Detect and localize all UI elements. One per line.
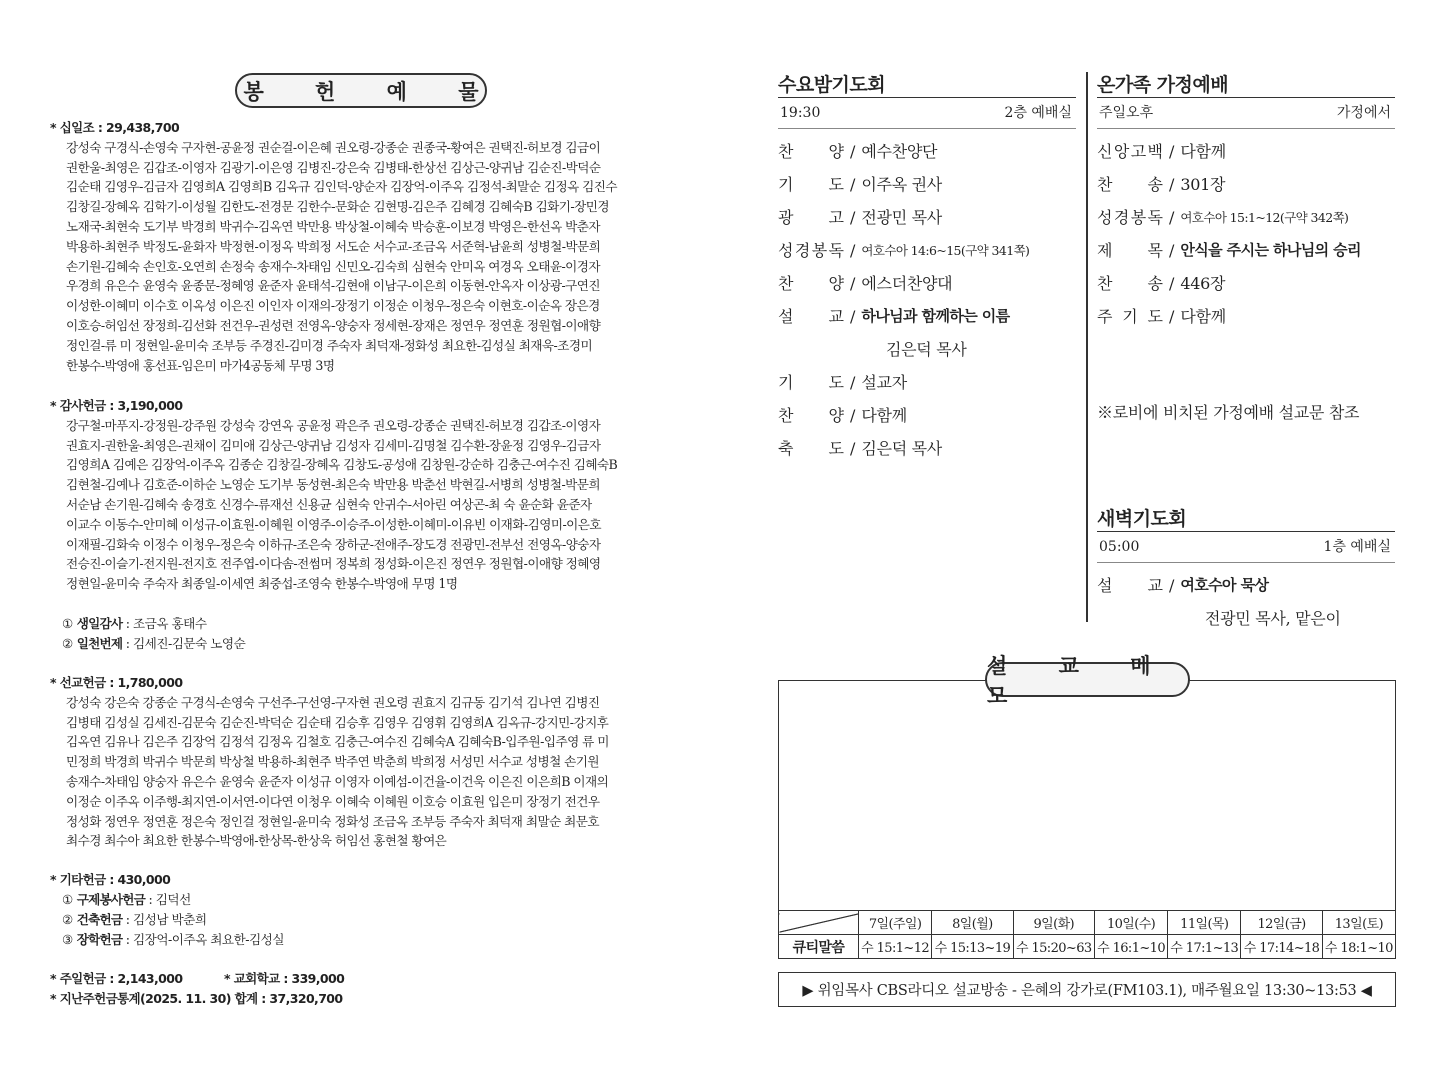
name-line: 김병태 김성실 김세진-김문숙 김순진-박덕순 김순태 김승후 김영우 김영휘 김영희A 김옥규-강지민-강지후: [66, 714, 609, 730]
slash: /: [850, 208, 856, 227]
day-header: 8일(월): [932, 911, 1013, 935]
label-char: 앙: [1113, 142, 1130, 161]
service-place: 2층 예배실: [1004, 105, 1072, 121]
sub-label: 구제봉사헌금: [76, 891, 145, 907]
order-value: 여호수아 15:1~12(구약 342쪽): [1180, 210, 1349, 225]
order-item: [1097, 168, 1395, 201]
name-line: 최수경 최수아 최요한 한봉수-박영애-한상목-한상욱 허임선 홍현철 황여은: [66, 833, 447, 849]
slash: /: [850, 406, 856, 425]
slash: /: [850, 175, 856, 194]
label-char: 양: [828, 274, 844, 293]
qt-passage: 수 17:14~18: [1241, 935, 1322, 959]
order-item: [778, 234, 1076, 267]
day-header: 9일(화): [1013, 911, 1094, 935]
order-value: 예수찬양단: [861, 142, 938, 161]
label-char: 송: [1147, 175, 1163, 194]
order-item: [778, 135, 1076, 168]
name-line: 강성숙 구경식-손영숙 구자현-공윤정 권순걸-이은혜 권오령-강종순 권종국-황여은 권택진-허보경 김금이: [66, 139, 601, 155]
name-line: 김영희A 김예은 김장억-이주옥 김종순 김창길-장혜옥 김창도-공성애 김창원-강순하 김충근-여수진 김혜숙B: [66, 457, 618, 473]
sub-num: ①: [62, 891, 73, 907]
order-value: 446장: [1180, 274, 1226, 293]
order-item: [1097, 201, 1395, 234]
sub-colon: :: [122, 615, 134, 631]
name-line: 이재필-김화숙 이정수 이청우-정은숙 이하규-조은숙 장하군-전애주-장도경 전광민-전부선 전영옥-양숭자: [66, 536, 601, 552]
last-week-total: * 지난주헌금통계(2025. 11. 30) 합계 : 37,320,700: [50, 990, 343, 1006]
sub-names: 김덕선: [155, 891, 191, 907]
label-char: 주: [1097, 307, 1113, 326]
order-item: [778, 399, 1076, 432]
name-line: 노재국-최현숙 도기부 박경희 박귀수-김옥연 박만용 박상철-이혜숙 박승훈-이보경 박영은-한선옥 박춘자: [66, 218, 601, 234]
order-label: [778, 234, 844, 267]
name-line: 김순태 김영우-김금자 김영희A 김영희B 김옥규 김인덕-양순자 김장억-이주옥 김정석-최말순 김정옥 김진수: [66, 179, 618, 195]
dawn-prayer: [1097, 504, 1395, 635]
label-char: 목: [1147, 241, 1163, 260]
order-label: [778, 201, 844, 234]
order-item: [1097, 602, 1395, 635]
name-line: 김창길-장혜옥 김학기-이성월 김한도-전경문 김한수-문화순 김현명-김은주 김혜경 김혜숙B 김화기-장민경: [66, 199, 609, 215]
label-char: 기: [778, 175, 794, 194]
slash: /: [1169, 274, 1175, 293]
memo-title: 설 교 메 모: [985, 662, 1190, 697]
label-char: 양: [828, 142, 844, 161]
label-char: 양: [828, 406, 844, 425]
name-line: 권한울-최영은 김갑조-이영자 김광기-이은영 김병진-강은숙 김병태-한상선 김상근-양귀남 김순진-박덕순: [66, 159, 601, 175]
wednesday-prayer: [778, 70, 1076, 465]
column-divider: [1086, 72, 1088, 622]
name-line: 우경희 유은수 윤영숙 윤종문-정혜영 윤준자 윤태석-김현애 이남구-이은희 이동현-안옥자 이상광-구연진: [66, 278, 601, 294]
sub-offering: [50, 634, 660, 654]
order-value: 에스더찬양대: [861, 274, 953, 293]
slash: /: [1169, 142, 1175, 161]
day-header: 7일(주일): [859, 911, 932, 935]
name-line: 서순남 손기원-김혜숙 송경호 신경수-류재선 신용균 심현숙 안귀수-서아린 여상곤-최 숙 윤순화 윤준자: [66, 496, 592, 512]
sunday-offering: * 주일헌금 : 2,143,000: [50, 971, 183, 986]
order-value: 하나님과 함께하는 이름: [861, 307, 1010, 325]
order-label: [778, 168, 844, 201]
section-header: * 선교헌금 : 1,780,000: [50, 675, 183, 690]
radio-banner: ▶ 위임목사 CBS라디오 설교방송 - 은혜의 강가로(FM103.1), 매주월요일 13:30~13:53 ◀: [778, 972, 1396, 1007]
order-item: [1097, 267, 1395, 300]
slash: /: [850, 373, 856, 392]
slash: /: [1169, 241, 1175, 260]
diagonal-cell: [779, 911, 859, 935]
name-line: 강성숙 강은숙 강종순 구경식-손영숙 구선주-구선영-구자현 권오령 권효지 김규동 김기석 김나연 김병진: [66, 694, 600, 710]
memo-box[interactable]: [778, 680, 1396, 912]
order-value: 전광민 목사: [861, 208, 942, 227]
day-header: 13일(토): [1322, 911, 1395, 935]
name-line: 손기원-김혜숙 손인호-오연희 손정숙 송재수-차태임 신민오-김숙희 심현숙 안미옥 여경옥 오태윤-이경자: [66, 258, 601, 274]
label-char: 찬: [778, 406, 794, 425]
sub-names: 김장억-이주옥 최요한-김성실: [133, 931, 285, 947]
sub-num: ①: [62, 615, 73, 631]
service-place: 가정에서: [1336, 105, 1391, 121]
family-worship: [1097, 70, 1395, 333]
indent: [850, 333, 886, 366]
label-char: 경: [1113, 208, 1130, 227]
label-char: 도: [828, 439, 844, 458]
order-label: [778, 300, 844, 333]
name-line: 강구철-마푸지-강정원-강주원 강성숙 강연옥 공윤정 곽은주 권오령-강종순 권택진-허보경 김갑조-이영자: [66, 417, 601, 433]
sub-colon: :: [122, 931, 134, 947]
qt-label: 큐티말씀: [779, 935, 859, 959]
sub-colon: :: [145, 891, 156, 907]
label-char: 도: [1147, 307, 1163, 326]
label-char: 도: [828, 373, 844, 392]
service-meta: [1097, 532, 1395, 563]
order-item: [778, 432, 1076, 465]
order-item: [778, 333, 1076, 366]
sub-num: ②: [62, 635, 73, 651]
section-header: * 십일조 : 29,438,700: [50, 120, 180, 135]
label-char: 성: [1097, 208, 1113, 227]
slash: /: [850, 307, 856, 326]
label-char: 경: [794, 241, 811, 260]
label-char: 교: [1147, 576, 1163, 595]
name-line: 이정순 이주옥 이주행-최지연-이서연-이다연 이청우 이혜숙 이혜원 이호승 이효원 입은미 장정기 전건우: [66, 793, 600, 809]
day-header: 11일(목): [1168, 911, 1241, 935]
qt-passage: 수 15:20~63: [1013, 935, 1094, 959]
order-item: [778, 168, 1076, 201]
label-char: 봉: [1130, 208, 1147, 227]
order-label: [1097, 569, 1163, 602]
service-title: 수요밤기도회: [778, 70, 1076, 98]
slash: /: [850, 439, 856, 458]
service-meta: [1097, 98, 1395, 129]
label-char: 설: [778, 307, 794, 326]
service-time: 주일오후: [1099, 105, 1154, 121]
name-line: 권효지-권한울-최영은-권채이 김미애 김상근-양귀남 김성자 김세미-김명철 김수환-장윤정 김영우-김금자: [66, 437, 601, 453]
order-label: [1097, 267, 1163, 300]
order-value: 설교자: [861, 373, 907, 392]
name-line: 송재수-차태임 양숭자 유은수 윤영숙 윤준자 이성규 이영자 이예섬-이건율-이건욱 이은진 이은희B 이재의: [66, 773, 609, 789]
school-offering: * 교회학교 : 339,000: [224, 971, 345, 986]
mission-section: [50, 673, 660, 851]
offering-title: 봉 헌 예 물: [235, 73, 487, 108]
sub-names: 조금옥 홍태수: [133, 615, 207, 631]
order-label: [1097, 135, 1163, 168]
order-item: [1097, 234, 1395, 267]
label-char: 찬: [1097, 274, 1113, 293]
order-label: [1097, 201, 1163, 234]
qt-passage: 수 15:13~19: [932, 935, 1013, 959]
order-value: 김은덕 목사: [886, 340, 967, 359]
order-label: [778, 399, 844, 432]
order-value: 여호수아 14:6~15(구약 341쪽): [861, 243, 1030, 258]
order-item: [778, 300, 1076, 333]
order-item: [1097, 569, 1395, 602]
family-note: ※로비에 비치된 가정예배 설교문 참조: [1097, 403, 1360, 422]
slash: /: [850, 241, 856, 260]
order-label: [778, 432, 844, 465]
order-item: [778, 201, 1076, 234]
qt-passage: 수 16:1~10: [1094, 935, 1167, 959]
sub-num: ③: [62, 931, 73, 947]
service-time: 19:30: [780, 105, 821, 121]
label-char: 독: [828, 241, 844, 260]
service-meta: [778, 98, 1076, 129]
name-line: 김현철-김예나 김호준-이하순 노영순 도기부 동성현-최은숙 박만용 박춘선 박현길-서병희 성병철-박문희: [66, 477, 601, 493]
order-value: 이주옥 권사: [861, 175, 942, 194]
label-char: 설: [1097, 576, 1113, 595]
name-line: 박용하-최현주 박정도-윤화자 박정현-이정옥 박희정 서도순 서수교-조금옥 서준혁-남윤희 성병철-박문희: [66, 238, 601, 254]
sub-label: 장학헌금: [76, 931, 123, 947]
sub-offering: [50, 930, 660, 950]
order-label: [778, 135, 844, 168]
order-label: [1097, 602, 1163, 635]
order-label: [1097, 234, 1163, 267]
label-char: 백: [1147, 142, 1163, 161]
sub-label: 건축헌금: [76, 911, 123, 927]
label-char: 송: [1147, 274, 1163, 293]
label-char: 찬: [778, 274, 794, 293]
order-value: 여호수아 묵상: [1180, 576, 1269, 594]
sub-colon: :: [122, 635, 134, 651]
order-value: 안식을 주시는 하나님의 승리: [1180, 241, 1361, 259]
order-label: [1097, 300, 1163, 333]
slash: /: [1169, 307, 1175, 326]
order-value: 다함께: [1180, 142, 1226, 161]
label-char: 광: [778, 208, 794, 227]
service-title: 새벽기도회: [1097, 504, 1395, 532]
slash: /: [850, 142, 856, 161]
sub-label: 일천번제: [76, 635, 123, 651]
name-line: 이호승-허임선 장정희-김선화 전건우-권성련 전영옥-양숭자 정세현-장재은 정연우 정연훈 정원협-이애향: [66, 317, 601, 333]
service-title: 온가족 가정예배: [1097, 70, 1395, 98]
sub-names: 김성남 박춘희: [133, 911, 207, 927]
sub-names: 김세진-김문숙 노영순: [133, 635, 246, 651]
order-label: [778, 267, 844, 300]
sub-offering: [50, 614, 660, 634]
thanks-section: [50, 396, 660, 654]
order-value: 다함께: [1180, 307, 1226, 326]
label-char: 기: [1122, 307, 1138, 326]
service-place: 1층 예배실: [1323, 539, 1391, 555]
section-header: * 감사헌금 : 3,190,000: [50, 398, 183, 413]
name-line: 전승진-이슬기-전지원-전지호 전주엽-이다솜-전썸머 정복희 정성화-이은진 정연우 정원협-이애향 정혜영: [66, 556, 601, 572]
slash: /: [850, 274, 856, 293]
totals: [50, 969, 660, 1009]
slash: /: [1169, 576, 1175, 595]
slash: /: [1169, 208, 1175, 227]
day-header: 12일(금): [1241, 911, 1322, 935]
order-item: [1097, 300, 1395, 333]
name-line: 정현일-윤미숙 주숙자 최종일-이세연 최중섭-조영숙 한봉수-박영애 무명 1명: [66, 576, 458, 592]
name-line: 정성화 정연우 정연훈 정은숙 정인걸 정현일-윤미숙 정화성 조금옥 조부등 주숙자 최덕재 최말순 최문호: [66, 813, 599, 829]
name-line: 이교수 이동수-안미혜 이성규-이효원-이혜원 이영주-이승주-이성한-이혜미-이유빈 이재화-김영미-이은호: [66, 516, 602, 532]
label-char: 신: [1097, 142, 1113, 161]
label-char: 축: [778, 439, 794, 458]
order-item: [1097, 135, 1395, 168]
sub-label: 생일감사: [76, 615, 123, 631]
label-char: 교: [828, 307, 844, 326]
label-char: 독: [1147, 208, 1163, 227]
qt-table: [778, 910, 1396, 959]
label-char: 찬: [1097, 175, 1113, 194]
sub-num: ②: [62, 911, 73, 927]
service-time: 05:00: [1099, 539, 1140, 555]
label-char: 봉: [811, 241, 828, 260]
label-char: 고: [828, 208, 844, 227]
qt-passage: 수 18:1~10: [1322, 935, 1395, 959]
section-header: * 기타헌금 : 430,000: [50, 872, 171, 887]
order-label: [778, 366, 844, 399]
order-value: 다함께: [861, 406, 907, 425]
label-char: 찬: [778, 142, 794, 161]
order-value: 301장: [1180, 175, 1226, 194]
other-section: [50, 870, 660, 950]
spacer: [50, 594, 660, 614]
sub-offering: [50, 890, 660, 910]
slash: /: [1169, 175, 1175, 194]
sub-colon: :: [122, 911, 134, 927]
label-char: 고: [1130, 142, 1147, 161]
order-item: [778, 267, 1076, 300]
order-label: [1097, 168, 1163, 201]
sub-offering: [50, 910, 660, 930]
order-label: [778, 333, 844, 366]
order-value: 전광민 목사, 맡은이: [1205, 609, 1341, 628]
indent: [1169, 602, 1205, 635]
qt-passage: 수 17:1~13: [1168, 935, 1241, 959]
day-header: 10일(수): [1094, 911, 1167, 935]
name-line: 한봉수-박영애 홍선표-임은미 마가4공동체 무명 3명: [66, 357, 335, 373]
order-item: [778, 366, 1076, 399]
label-char: 도: [828, 175, 844, 194]
name-line: 민정희 박경희 박귀수 박문희 박상철 박용하-최현주 박주연 박춘희 박희정 서성민 서수교 성병철 손기원: [66, 754, 599, 770]
name-line: 정인걸-류 미 정현일-윤미숙 조부등 주경진-김미경 주숙자 최덕재-정화성 최요한-김성실 최재욱-조경미: [66, 337, 593, 353]
name-line: 김옥연 김유나 김은주 김장억 김정석 김정옥 김철호 김충근-여수진 김혜숙A 김혜숙B-입주원-입주영 류 미: [66, 734, 609, 750]
qt-passage: 수 15:1~12: [859, 935, 932, 959]
name-line: 이성한-이혜미 이수호 이옥성 이은진 이인자 이재의-장정기 이정순 이청우-정은숙 이현호-이순옥 장은경: [66, 298, 600, 314]
tithe-section: [50, 118, 660, 375]
label-char: 기: [778, 373, 794, 392]
label-char: 제: [1097, 241, 1113, 260]
order-value: 김은덕 목사: [861, 439, 942, 458]
label-char: 성: [778, 241, 794, 260]
